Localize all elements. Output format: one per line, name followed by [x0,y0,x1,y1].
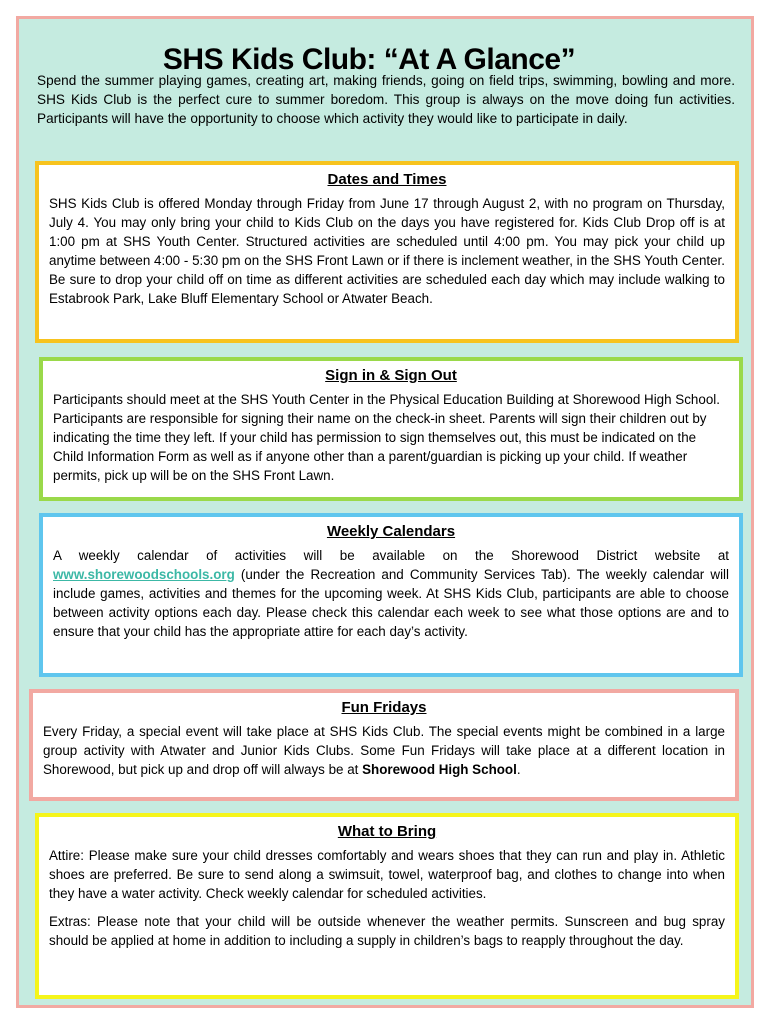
flyer-page [16,16,754,1008]
weekly-text-after: (under the Recreation and Community Services Tab). The weekly calendar will include games, activities and themes for the upcoming week. At SHS Kids Club, participants are able to choose between activity options each day. Please check this calendar each week to see what those options are and to ensure that your child has the appropriate attire for each day’s activity. [53,567,729,639]
fun-fridays-text [43,722,725,779]
district-website-link[interactable]: www.shorewoodschools.org [53,567,235,582]
fridays-text-before: Every Friday, a special event will take place at SHS Kids Club. The special events might be combined in a large group activity with Atwater and Junior Kids Clubs. Some Fun Fridays will take place at a different location in Shorewood, but pick up and drop off will always be at [43,724,725,777]
fun-fridays-heading: Fun Fridays [341,699,427,716]
page-title: SHS Kids Club: “At A Glance” [162,43,576,76]
dates-times-heading: Dates and Times [327,171,447,188]
fun-fridays-section [29,689,739,801]
weekly-text-before: A weekly calendar of activities will be available on the Shorewood District website at [53,548,729,563]
weekly-calendars-text [53,546,729,641]
sign-in-out-section [39,357,743,501]
weekly-calendars-section [39,513,743,677]
sign-in-out-heading: Sign in & Sign Out [325,367,457,384]
dates-times-text: SHS Kids Club is offered Monday through Friday from June 17 through August 2, with no program on Thursday, July 4. You may only bring your child to Kids Club on the days you have registered for. Kids Club Drop off is at 1:00 pm at SHS Youth Center. Structured activities are scheduled until 4:00 pm. You may pick your child up anytime between 4:00 - 5:30 pm on the SHS Front Lawn or if there is inclement weather, in the SHS Youth Center. Be sure to drop your child off on time as different activities are scheduled each day which may include walking to Estabrook Park, Lake Bluff Elementary School or Atwater Beach. [49,196,725,306]
what-to-bring-section [35,813,739,999]
dates-times-section [35,161,739,343]
fridays-location-bold: Shorewood High School [362,762,517,777]
intro-paragraph: Spend the summer playing games, creating art, making friends, going on field trips, swimming, bowling and more. SHS Kids Club is the perfect cure to summer boredom. This group is always on the move doing fun activities. Participants will have the opportunity to choose which activity they would like to participate in daily. [37,73,735,126]
what-to-bring-heading: What to Bring [337,823,437,840]
extras-text: Extras: Please note that your child will be outside whenever the weather permits. Sunscreen and bug spray should be applied at home in addition to including a supply in children’s bags to reapply throughout the day. [49,914,725,948]
sign-in-out-text: Participants should meet at the SHS Youth Center in the Physical Education Building at Shorewood High School. Participants are responsible for signing their name on the check-in sheet. Parents will sign their children out by indicating the time they left. If your child has permission to sign themselves out, this must be indicated on the Child Information Form as well as if anyone other than a parent/guardian is picking up your child. If weather permits, pick up will be on the SHS Front Lawn. [53,392,720,483]
attire-text: Attire: Please make sure your child dresses comfortably and wears shoes that they can run and play in. Athletic shoes are preferred. Be sure to send along a swimsuit, towel, waterproof bag, and clothes to change into when they have a water activity. Check weekly calendar for scheduled activities. [49,848,725,901]
weekly-calendars-heading: Weekly Calendars [326,523,456,540]
fridays-text-after: . [516,762,521,777]
